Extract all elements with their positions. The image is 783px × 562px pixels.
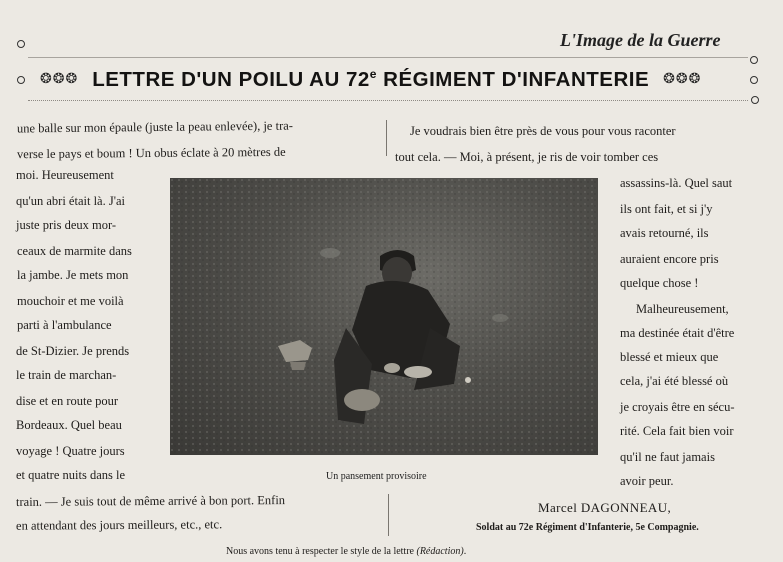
text-line: avoir peur.: [620, 474, 674, 488]
column-divider: [388, 494, 389, 536]
text-line: ils ont fait, et si j'y: [620, 202, 713, 216]
text-line: train. — Je suis tout de même arrivé à bon port. Enfin: [15, 493, 286, 509]
text-line: quelque chose !: [620, 276, 699, 290]
ornament-right-icon: ❂❂❂: [663, 71, 702, 87]
header-rule: [28, 57, 748, 58]
article-title: LETTRE D'UN POILU AU 72e RÉGIMENT D'INFANTERIE: [92, 66, 650, 91]
text-line: une balle sur mon épaule (juste la peau enlevée), je tra-: [16, 118, 293, 136]
title-rule: [28, 100, 748, 101]
text-line: de St-Dizier. Je prends: [16, 344, 130, 358]
text-line: ceaux de marmite dans: [17, 244, 132, 258]
text-line: cela, j'ai été blessé où: [620, 374, 729, 388]
text-line: dise et en route pour: [16, 394, 119, 408]
text-line: assassins-là. Quel saut: [620, 176, 733, 190]
text-line: juste pris deux mor-: [16, 218, 117, 232]
text-line: Bordeaux. Quel beau: [16, 418, 122, 432]
soldier-photo: [170, 178, 598, 455]
text-line: qu'il ne faut jamais: [620, 450, 715, 464]
margin-hole-icon: [17, 40, 25, 48]
text-line: parti à l'ambulance: [17, 318, 112, 332]
text-line: Je voudrais bien être près de vous pour vous raconter: [410, 124, 676, 138]
magazine-header: L'Image de la Guerre: [560, 30, 721, 50]
photo-caption: Un pansement provisoire: [326, 471, 427, 482]
margin-hole-icon: [17, 76, 25, 84]
text-line: je croyais être en sécu-: [620, 400, 735, 414]
text-line: ma destinée était d'être: [620, 326, 735, 340]
text-line: avais retourné, ils: [620, 226, 709, 240]
text-line: mouchoir et me voilà: [17, 294, 124, 308]
margin-hole-icon: [750, 56, 758, 64]
text-line: voyage ! Quatre jours: [16, 444, 125, 458]
ornament-left-icon: ❂❂❂: [40, 71, 79, 87]
text-line: tout cela. — Moi, à présent, je ris de voir tomber ces: [395, 150, 659, 164]
text-line: le train de marchan-: [16, 368, 117, 382]
text-line: rité. Cela fait bien voir: [620, 424, 734, 438]
text-line: moi. Heureusement: [16, 168, 114, 182]
text-line: auraient encore pris: [620, 252, 719, 266]
text-line: Malheureusement,: [636, 302, 729, 316]
text-line: et quatre nuits dans le: [16, 468, 125, 482]
signature-name: Marcel DAGONNEAU,: [538, 500, 672, 515]
text-line: en attendant des jours meilleurs, etc., etc.: [15, 517, 223, 533]
text-line: la jambe. Je mets mon: [17, 268, 129, 282]
text-line: verse le pays et boum ! Un obus éclate à 20 mètres de: [16, 144, 286, 162]
text-line: blessé et mieux que: [620, 350, 719, 364]
margin-hole-icon: [750, 76, 758, 84]
margin-hole-icon: [751, 96, 759, 104]
soldier-photo-illustration: [170, 178, 598, 455]
column-divider: [386, 120, 387, 156]
article-title-row: [40, 62, 730, 96]
text-line: qu'un abri était là. J'ai: [16, 194, 125, 208]
editor-footnote: Nous avons tenu à respecter le style de la lettre (Rédaction).: [226, 546, 467, 557]
signature-role: Soldat au 72e Régiment d'Infanterie, 5e Compagnie.: [476, 522, 699, 533]
